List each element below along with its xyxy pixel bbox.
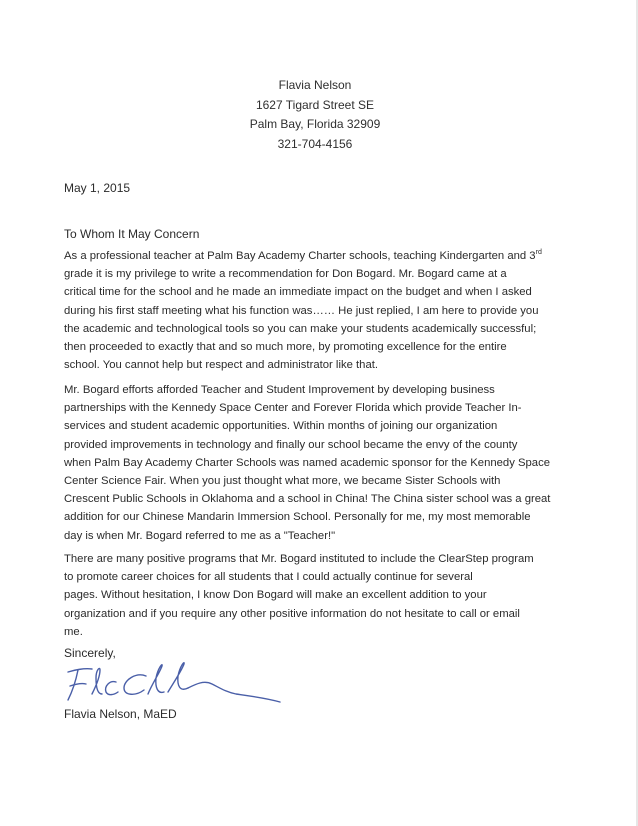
paragraph-line: organization and if you require any other positive information do not hesitate to call or email <box>64 607 520 620</box>
paragraph-1 <box>64 247 584 374</box>
paragraph-line: addition for our Chinese Mandarin Immersion School. Personally for me, my most memorable <box>64 511 531 524</box>
paragraph-line <box>64 247 584 265</box>
sender-name: Flavia Nelson <box>278 78 352 92</box>
closing: Sincerely, <box>64 646 116 660</box>
paragraph-line: critical time for the school and he made an immediate impact on the budget and when I asked <box>64 286 532 299</box>
paragraph-line: There are many positive programs that Mr. Bogard instituted to include the ClearStep program <box>64 553 534 565</box>
paragraph-line: the academic and technological tools so you can make your students academically successful; <box>64 322 537 335</box>
paragraph-line: day is when Mr. Bogard referred to me as a "Teacher!" <box>64 529 336 542</box>
paragraph-line: partnerships with the Kennedy Space Center and Forever Florida which provide Teacher In- <box>64 402 522 415</box>
superscript-rd: rd <box>535 249 542 256</box>
sender-city: Palm Bay, Florida 32909 <box>249 117 381 131</box>
paragraph-line-text: As a professional teacher at Palm Bay Academy Charter schools, teaching Kindergarten and 3 <box>64 250 536 262</box>
paragraph-line: provided improvements in technology and finally our school became the envy of the county <box>64 438 518 451</box>
signer-name: Flavia Nelson, MaED <box>64 707 177 721</box>
paragraph-line: school. You cannot help but respect and administrator like that. <box>64 359 379 372</box>
paragraph-2 <box>64 381 584 545</box>
sender-phone: 321-704-4156 <box>277 136 353 151</box>
paragraph-line: services and student academic opportunities. Within months of joining our organization <box>64 420 498 433</box>
paragraph-line: Mr. Bogard efforts afforded Teacher and Student Improvement by developing business <box>64 384 495 396</box>
paragraph-line: Crescent Public Schools in Oklahoma and a school in China! The China sister school was a great <box>64 493 551 506</box>
paragraph-line: then proceeded to exactly that and so much more, by promoting excellence for the entire <box>64 341 507 354</box>
paragraph-line: Center Science Fair. When you just thought what more, we became Sister Schools with <box>64 475 501 488</box>
handwritten-signature <box>56 650 286 710</box>
sender-street: 1627 Tigard Street SE <box>255 97 375 112</box>
letter-date: May 1, 2015 <box>64 181 131 195</box>
paragraph-line: during his first staff meeting what his function was…… He just replied, I am here to provide you <box>64 304 539 317</box>
paragraph-line: grade it is my privilege to write a recommendation for Don Bogard. Mr. Bogard came at a <box>64 268 507 281</box>
paragraph-3 <box>64 550 584 641</box>
paragraph-line: pages. Without hesitation, I know Don Bogard will make an excellent addition to your <box>64 589 487 602</box>
paragraph-line: when Palm Bay Academy Charter Schools was named academic sponsor for the Kennedy Space <box>64 456 551 469</box>
paragraph-line: me. <box>64 625 83 638</box>
letterhead <box>200 76 430 154</box>
paragraph-line: to promote career choices for all students that I could actually continue for several <box>64 571 473 584</box>
salutation: To Whom It May Concern <box>64 227 200 241</box>
